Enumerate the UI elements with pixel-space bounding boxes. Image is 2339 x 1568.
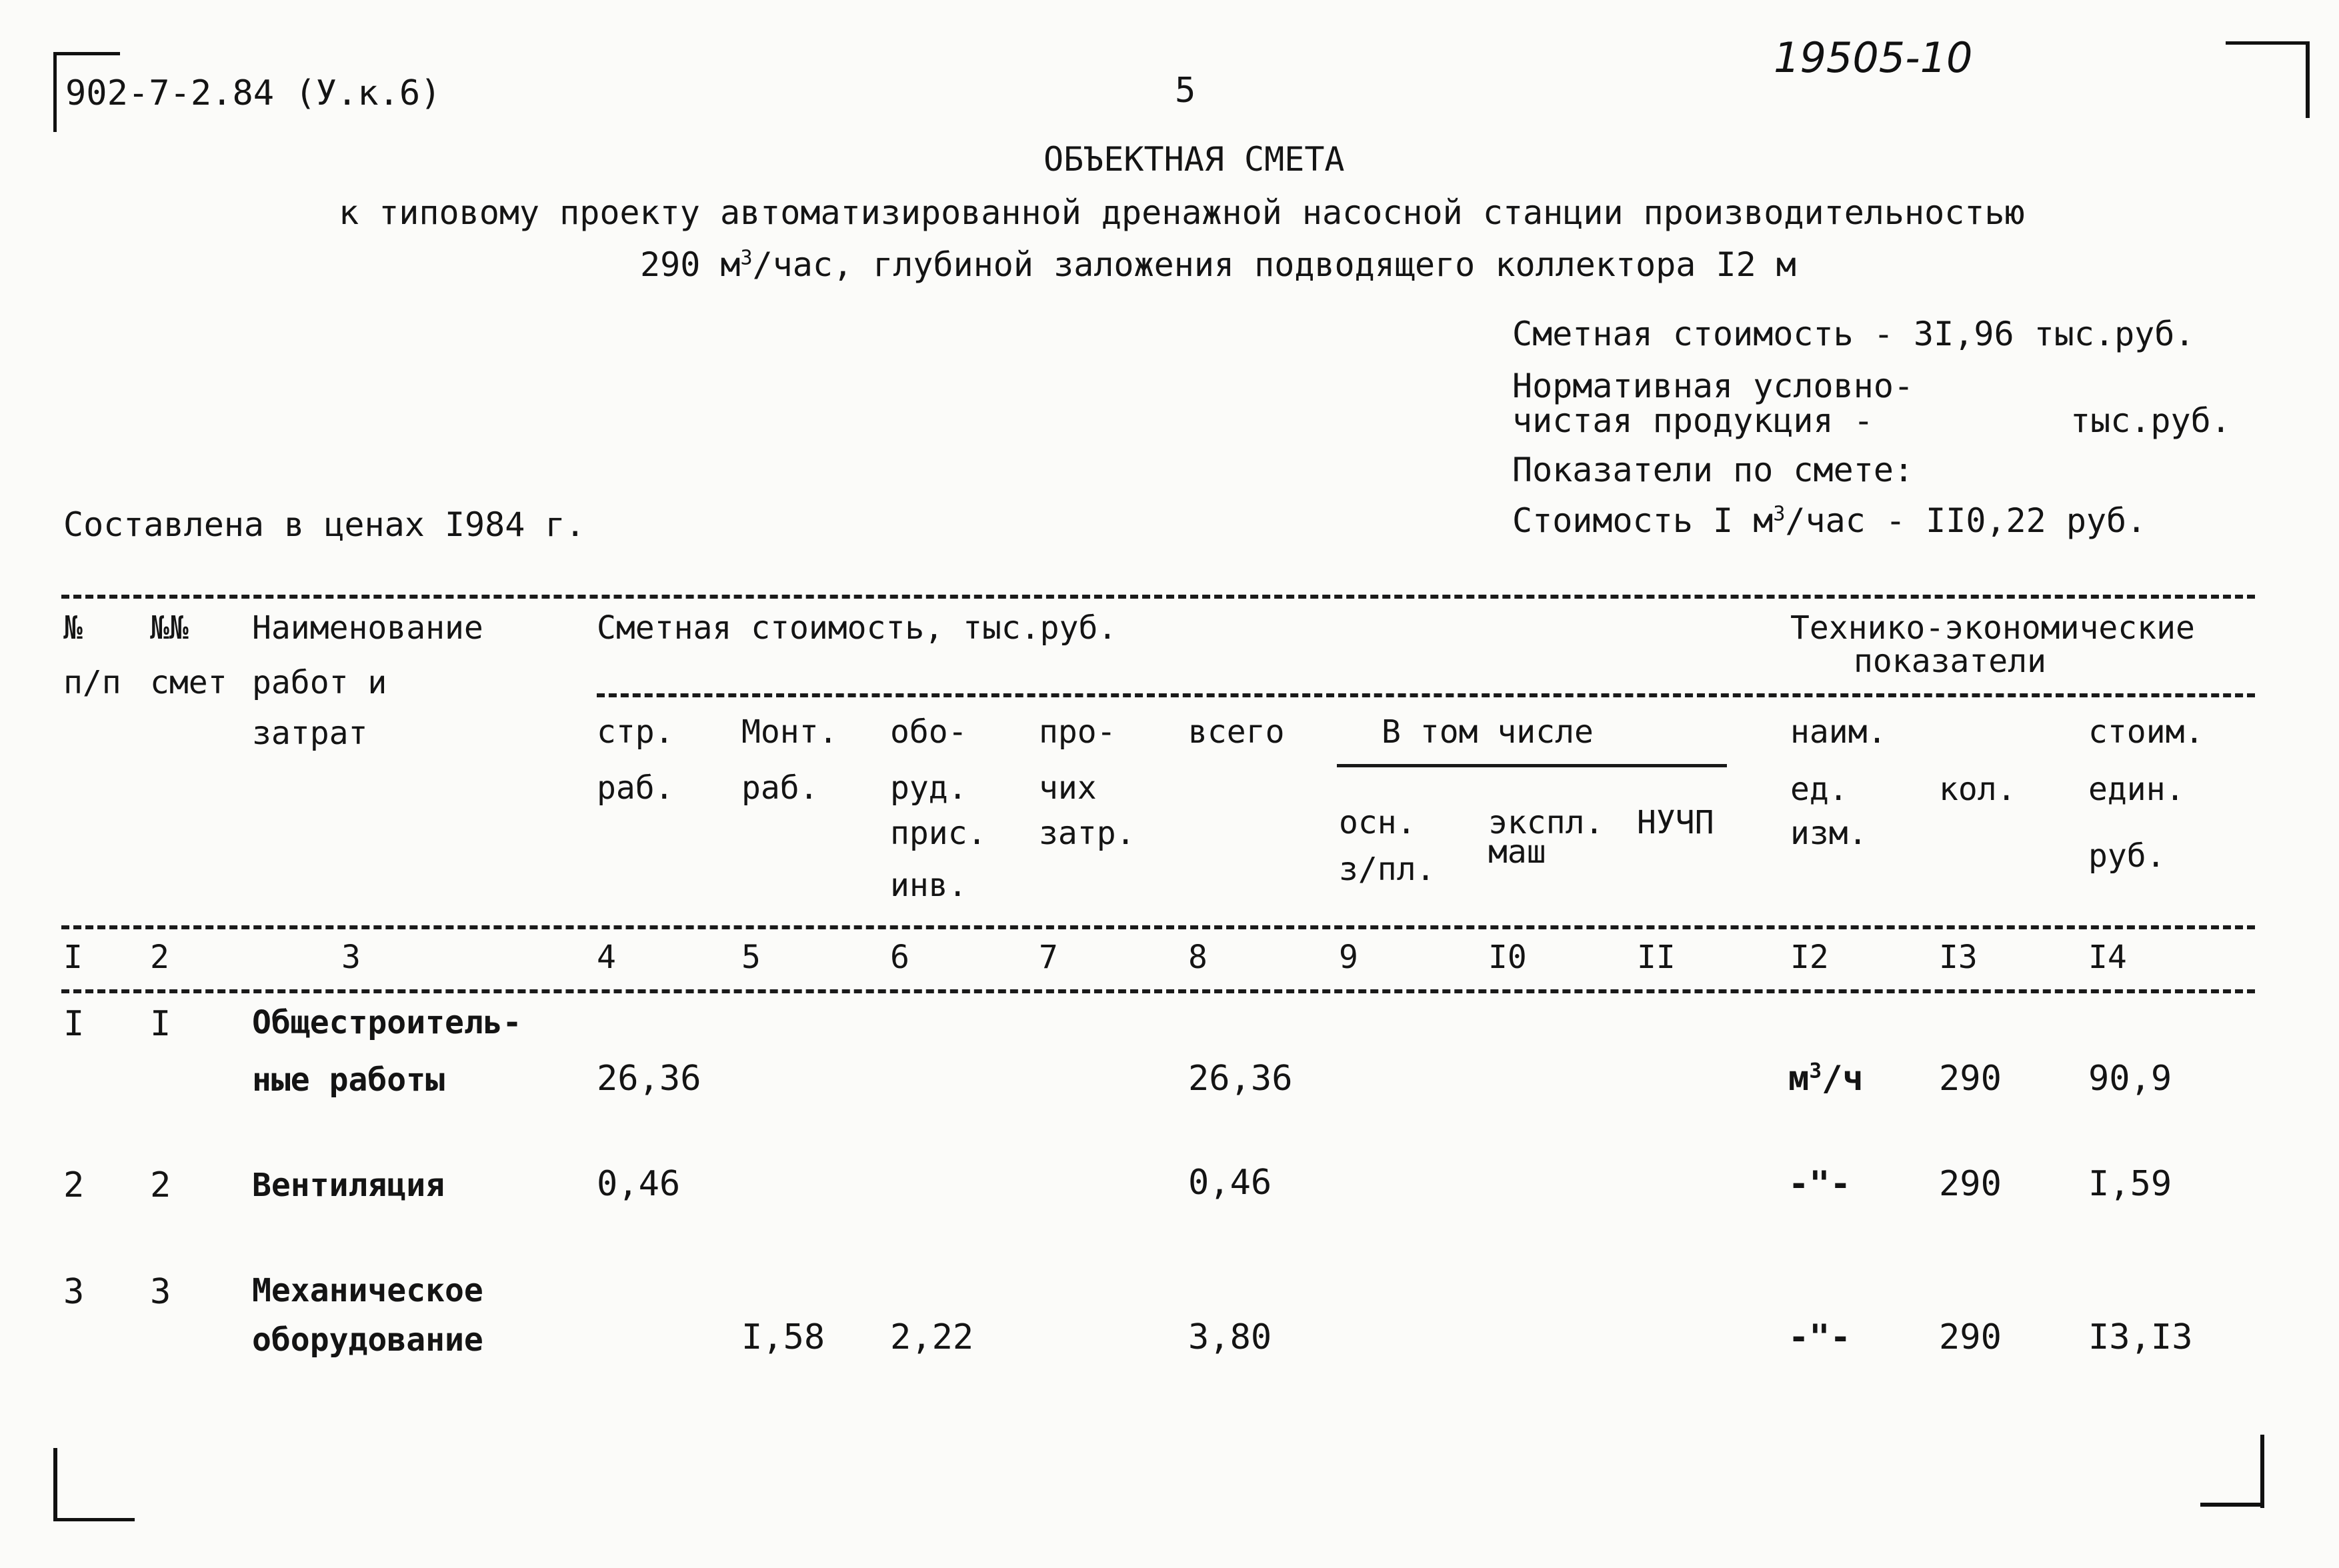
header-num-sub: п/п: [63, 664, 121, 701]
col-num-9: 9: [1339, 939, 1358, 976]
header-unit-line-3: изм.: [1790, 815, 1868, 852]
row-1-total: 26,36: [1188, 1059, 1293, 1099]
normative-product-line-1: Нормативная условно-: [1512, 367, 1914, 405]
normative-product-line-2: чистая продукция -: [1512, 401, 1874, 440]
header-equip-line-4: инв.: [890, 867, 967, 904]
row-2-str: 0,46: [597, 1164, 681, 1204]
cost-header-rule: [597, 693, 2255, 697]
header-ucost-line-2: един.: [2088, 771, 2185, 808]
row-1-unit: $м^3/ч$: [1788, 1059, 1864, 1099]
row-3-equip: 2,22: [890, 1317, 974, 1357]
unit-cost-indicator: Стоимость I $м^3$/час - II0,22 руб.: [1512, 501, 2147, 540]
header-name-line-3: затрат: [252, 715, 368, 752]
header-mont-line-1: Монт.: [741, 713, 838, 751]
archive-number: 19505-10: [1774, 33, 1973, 82]
col-num-8: 8: [1188, 939, 1208, 976]
header-total: всего: [1188, 713, 1285, 751]
header-osn-line-2: з/пл.: [1339, 851, 1436, 888]
estimated-cost: Сметная стоимость - 3I,96 тыс.руб.: [1512, 315, 2195, 353]
col-num-3: 3: [341, 939, 361, 976]
row-2-total: 0,46: [1188, 1163, 1272, 1203]
row-1-qty: 290: [1939, 1059, 2002, 1099]
column-numbers-bottom-rule: [61, 989, 2255, 993]
row-3-name-line-1: Механическое: [252, 1272, 483, 1309]
header-ucost-line-1: стоим.: [2088, 713, 2204, 751]
col-num-14: I4: [2088, 939, 2127, 976]
col-num-11: II: [1637, 939, 1676, 976]
col-num-7: 7: [1039, 939, 1058, 976]
header-unit-line-1: наим.: [1790, 713, 1887, 751]
header-smet: №№: [150, 609, 189, 647]
row-3-unit-cost: I3,I3: [2088, 1317, 2193, 1357]
header-num: №: [63, 609, 83, 647]
title-line-2: 290 $м^3$/час, глубиной заложения подводящего коллектора I2 м: [640, 245, 1796, 284]
row-3-total: 3,80: [1188, 1317, 1272, 1357]
header-smet-sub: смет: [150, 664, 227, 701]
row-2-unit-cost: I,59: [2088, 1164, 2172, 1204]
header-ekspl-line-1: экспл.: [1488, 804, 1604, 841]
corner-mark-top-left-horizontal: [53, 52, 120, 55]
indicators-label: Показатели по смете:: [1512, 451, 1914, 489]
header-ucost-line-3: руб.: [2088, 837, 2166, 875]
document-code: 902-7-2.84 (У.к.6): [65, 73, 441, 113]
row-2-name-line-1: Вентиляция: [252, 1167, 445, 1204]
corner-mark-top-right-vertical: [2306, 41, 2310, 118]
header-cost-group: Сметная стоимость, тыс.руб.: [597, 609, 1117, 647]
row-3-num: 3: [63, 1272, 85, 1312]
row-1-str: 26,36: [597, 1059, 701, 1099]
header-str-line-1: стр.: [597, 713, 674, 751]
corner-mark-bottom-left-horizontal: [53, 1518, 135, 1521]
header-equip-line-1: обо-: [890, 713, 967, 751]
row-2-smet: 2: [150, 1165, 171, 1205]
row-1-num: I: [63, 1004, 85, 1044]
incl-underline: [1337, 764, 1727, 767]
col-num-1: I: [63, 939, 83, 976]
corner-mark-bottom-right-horizontal: [2200, 1503, 2264, 1507]
row-1-name-line-2: ные работы: [252, 1061, 445, 1099]
col-num-2: 2: [150, 939, 169, 976]
header-bottom-rule: [61, 925, 2255, 929]
row-3-smet: 3: [150, 1272, 171, 1312]
normative-product-unit: тыс.руб.: [2070, 401, 2231, 440]
header-ekspl-line-2: маш: [1488, 833, 1546, 871]
row-2-num: 2: [63, 1165, 85, 1205]
col-num-13: I3: [1939, 939, 1978, 976]
header-name-line-2: работ и: [252, 664, 387, 701]
prices-note: Составлена в ценах I984 г.: [63, 505, 585, 544]
row-2-unit: -"-: [1788, 1164, 1851, 1204]
header-other-line-3: затр.: [1039, 815, 1135, 852]
document-title: ОБЪЕКТНАЯ СМЕТА: [1043, 140, 1345, 179]
header-equip-line-2: руд.: [890, 769, 967, 807]
header-name-line-1: Наименование: [252, 609, 483, 647]
header-incl: В том числе: [1382, 713, 1594, 751]
col-num-6: 6: [890, 939, 909, 976]
header-nuchp: НУЧП: [1637, 804, 1714, 841]
header-str-line-2: раб.: [597, 769, 674, 807]
header-osn-line-1: осн.: [1339, 804, 1416, 841]
header-other-line-1: про-: [1039, 713, 1116, 751]
title-line-1: к типовому проекту автоматизированной дренажной насосной станции производительностью: [339, 193, 2025, 232]
row-1-unit-cost: 90,9: [2088, 1059, 2172, 1099]
corner-mark-bottom-left-vertical: [53, 1448, 57, 1521]
table-top-rule: [61, 595, 2255, 599]
header-equip-line-3: прис.: [890, 815, 987, 852]
header-unit-line-2: ед.: [1790, 771, 1848, 808]
row-3-qty: 290: [1939, 1317, 2002, 1357]
col-num-12: I2: [1790, 939, 1829, 976]
header-other-line-2: чих: [1039, 769, 1097, 807]
header-tech-group-line-1: Технико-экономические: [1790, 609, 2195, 647]
row-3-name-line-2: оборудование: [252, 1321, 483, 1359]
corner-mark-top-left-vertical: [53, 52, 57, 132]
col-num-10: I0: [1488, 939, 1527, 976]
corner-mark-top-right-horizontal: [2226, 41, 2309, 45]
col-num-5: 5: [741, 939, 761, 976]
row-1-name-line-1: Общестроитель-: [252, 1004, 522, 1041]
row-2-qty: 290: [1939, 1164, 2002, 1204]
page-number: 5: [1175, 71, 1196, 111]
corner-mark-bottom-right-vertical: [2260, 1435, 2264, 1508]
row-1-smet: I: [150, 1004, 171, 1044]
header-mont-line-2: раб.: [741, 769, 819, 807]
header-qty: кол.: [1939, 771, 2016, 808]
header-tech-group-line-2: показатели: [1854, 643, 2046, 680]
row-3-mont: I,58: [741, 1317, 825, 1357]
col-num-4: 4: [597, 939, 616, 976]
row-3-unit: -"-: [1788, 1317, 1851, 1357]
